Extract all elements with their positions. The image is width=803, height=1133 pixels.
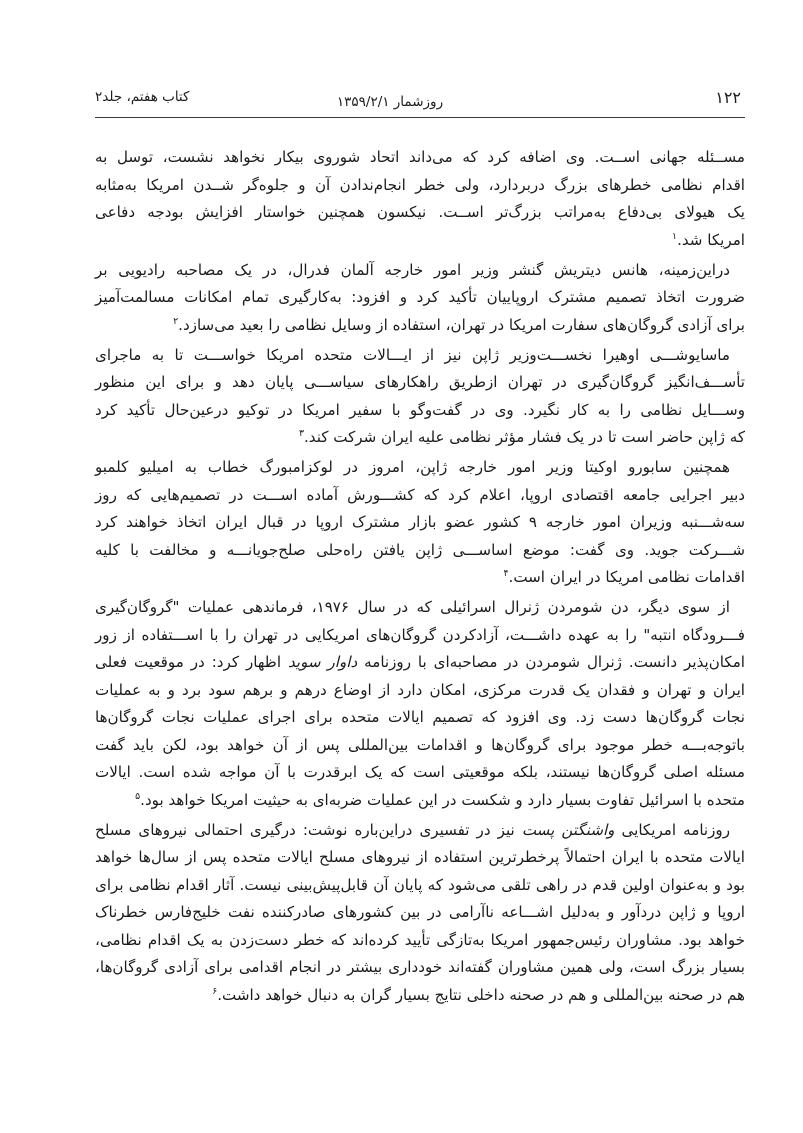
paragraph — [95, 454, 745, 592]
line-text — [95, 876, 745, 894]
text-segment: یک هیولای بی‌دفاع به‌مراتب بزرگ‌تر اســت. نیکسون همچنین خواستار افزایش بودجه دفاعی — [95, 203, 745, 221]
text-segment: باتوجه‌بـــه خطر موجود برای گروگان‌ها و اقدامات بین‌المللی پس از آن خواهد بود، لکن باید گفت — [95, 735, 745, 754]
text-line — [95, 872, 745, 900]
line-text — [95, 736, 745, 754]
emphasized-title: داوار سوید — [287, 653, 358, 671]
text-segment: ماسایوشـــی اوهیرا نخســـت‌وزیر ژاپن نیز از ایـــالات متحده امریکا خواســـت تا به ماجرای — [95, 345, 730, 364]
text-segment: شـــرکت جوید. وی گفت: موضع اساســـی ژاپن یافتن راه‌حلی صلح‌جویانـــه و مخالفت با کلیه — [95, 540, 745, 559]
line-text — [95, 763, 745, 781]
text-line — [95, 732, 745, 760]
text-line — [95, 199, 745, 227]
text-line — [95, 342, 745, 370]
book-volume-label: کتاب هفتم، جلد۲ — [95, 89, 190, 105]
text-line — [95, 424, 745, 452]
line-text — [95, 261, 730, 279]
text-segment: اروپا و ژاپن دردآور و به‌دلیل اشـــاعه ناآرامی در بین کشورهای صادرکننده نفت خلیج‌فارس خطرناک — [95, 903, 745, 921]
line-text — [672, 231, 745, 249]
paragraph — [95, 817, 745, 1010]
text-line — [95, 227, 745, 255]
text-line — [95, 954, 745, 982]
line-text — [95, 903, 745, 921]
text-segment: اقدامات نظامی امریکا در ایران است. — [508, 568, 745, 586]
footnote-marker: ۱ — [672, 230, 678, 242]
text-line — [95, 817, 745, 845]
text-segment: بسیار بزرگ است، ولی همین مشاوران گفته‌اند خودداری بیشتر در انجام اقدامی برای آزادی گروگان‌ها، — [95, 958, 745, 976]
text-line — [95, 649, 745, 677]
text-segment: اقدام نظامی خطرهای بزرگ دربردارد، ولی خطر انجام‌ندادن آن و جلوه‌گر شــدن امریکا به‌مثابه — [95, 175, 745, 194]
line-text — [173, 316, 745, 334]
text-segment: سه‌شـــنبه وزیران امور خارجه ۹ کشور عضو بازار مشترک اروپا در قبال ایران اتخاذ خواهند کرد — [95, 513, 745, 531]
text-line — [95, 172, 745, 200]
paragraph — [95, 342, 745, 452]
text-line — [95, 622, 745, 650]
emphasized-title: واشنگتن پست — [521, 820, 615, 839]
text-line — [95, 144, 745, 172]
line-text — [95, 346, 730, 364]
text-segment: ایالات متحده با ایران احتمالاً پرخطرترین استفاده از نیروهای مسلح ایالات متحده پس از سال‌ها خواهد — [95, 848, 745, 866]
text-line — [95, 844, 745, 872]
line-text — [95, 626, 745, 644]
paragraph — [95, 257, 745, 340]
line-text — [95, 373, 745, 391]
line-text — [95, 513, 745, 531]
line-text — [95, 541, 745, 559]
header-rule — [95, 117, 745, 118]
text-line — [95, 257, 745, 285]
text-line — [95, 677, 745, 705]
text-line — [95, 594, 745, 622]
footnote-marker: ۴ — [503, 567, 509, 579]
text-line — [95, 759, 745, 787]
footnote-marker: ۲ — [173, 315, 179, 327]
text-segment: از سوی دیگر، دن شومردن ژنرال اسرائیلی که در سال ۱۹۷۶، فرماندهی عملیات "گروگان‌گیری — [95, 598, 730, 616]
line-text — [95, 401, 745, 419]
text-line — [95, 899, 745, 927]
footnote-marker: ۶ — [212, 985, 218, 997]
text-segment: تأســـف‌انگیز گروگان‌گیری در تهران ازطریق راهکارهای سیاســـی پایان دهد و برای این منظور — [95, 373, 745, 391]
paragraph — [95, 144, 745, 254]
text-line — [95, 397, 745, 425]
text-segment: دبیر اجرایی جامعه اقتصادی اروپا، اعلام کرد که کشـــورش آماده اســـت در تصمیم‌هایی که روز — [95, 485, 745, 504]
line-text — [95, 458, 730, 476]
line-text — [95, 681, 745, 699]
line-text — [95, 598, 730, 616]
line-text — [95, 931, 745, 949]
text-segment: همچنین سابورو اوکیتا وزیر امور خارجه ژاپن، امروز در لوکزامبورگ خطاب به امیلیو کلمبو — [95, 458, 730, 476]
text-line — [95, 369, 745, 397]
text-segment: ضرورت اتخاذ تصمیم مشترک اروپاییان تأکید کرد و افزود: به‌کارگیری تمام امکانات مسالمت‌آمیز — [95, 288, 745, 306]
text-segment: دراین‌زمینه، هانس دیتریش گنشر وزیر امور خارجه آلمان فدرال، در یک مصاحبه رادیویی بر — [95, 260, 730, 279]
text-segment: هم در صحنه بین‌المللی و هم در صحنه داخلی نتایج بسیار گران به دنبال خواهد داشت. — [217, 985, 745, 1004]
text-line — [95, 482, 745, 510]
text-segment: متحده با اسرائیل تفاوت بسیار دارد و شکست در این عملیات ضربه‌ای به حیثیت امریکا خواهد بود. — [140, 790, 745, 809]
text-segment: امریکا شد. — [677, 230, 745, 249]
footnote-marker: ۳ — [298, 427, 304, 439]
text-segment: خواهد بود. مشاوران رئیس‌جمهور امریکا به‌تازگی تأیید کرده‌اند که خطر دست‌زدن به یک اقدام نظامی، — [95, 930, 745, 949]
footnote-marker: ۵ — [135, 790, 141, 802]
line-text — [95, 176, 745, 194]
line-text — [95, 288, 745, 306]
page-number: ۱۲۲ — [715, 88, 741, 107]
line-text — [95, 653, 745, 671]
text-line — [95, 454, 745, 482]
text-line — [95, 284, 745, 312]
line-text — [95, 708, 745, 726]
line-text — [135, 791, 745, 809]
text-segment: بود و به‌عنوان اولین قدم در راهی تلقی می‌شود که پایان آن قابل‌پیش‌بینی نیست. آثار اقدام نظامی برای — [95, 875, 745, 894]
text-segment: نجات گروگان‌ها دست زد. وی افزود که تصمیم ایالات متحده برای اجرای عملیات نجات گروگان‌ها — [95, 708, 745, 726]
line-text — [95, 203, 745, 221]
text-line — [95, 564, 745, 592]
text-line — [95, 787, 745, 815]
paragraph — [95, 594, 745, 814]
text-segment: مسئله اصلی گروگان‌ها نیستند، بلکه موقعیتی است که یک ابرقدرت با آن مواجه شده است. ایالات — [95, 763, 745, 781]
line-text — [299, 428, 745, 446]
text-segment: فـــرودگاه انتبه" را به عهده داشـــت، آزادکردن گروگان‌های امریکایی در تهران را با اســـتفاده از زور — [95, 625, 745, 644]
line-text — [504, 568, 746, 586]
text-segment: ایران و تهران و فقدان یک قدرت مرکزی، امکان دارد از اوضاع درهم و برهم سود برد و به عملیات — [95, 680, 745, 699]
text-segment: اظهار کرد: در موقعیت فعلی — [95, 653, 288, 671]
text-line — [95, 927, 745, 955]
text-segment: برای آزادی گروگان‌های سفارت امریکا در تهران، استفاده از وسایل نظامی را بعید می‌سازد. — [178, 315, 745, 334]
text-segment: روزنامه امریکایی — [614, 820, 730, 839]
line-text — [95, 821, 730, 839]
text-segment: امکان‌پذیر دانست. ژنرال شومردن در مصاحبه‌ای با روزنامه — [357, 653, 745, 671]
text-line — [95, 704, 745, 732]
running-date-header: روزشمار ۱۳۵۹/۲/۱ — [336, 94, 444, 110]
line-text — [95, 958, 745, 976]
line-text — [95, 848, 745, 866]
text-segment: نیز در تفسیری دراین‌باره نوشت: درگیری احتمالی نیروهای مسلح — [95, 820, 522, 839]
text-line — [95, 982, 745, 1010]
text-segment: که ژاپن حاضر است تا در یک فشار مؤثر نظامی علیه ایران شرکت کند. — [304, 428, 745, 446]
line-text — [95, 148, 745, 166]
text-line — [95, 509, 745, 537]
text-segment: مســئله جهانی اســت. وی اضافه کرد که می‌داند اتحاد شوروی بیکار نخواهد نشست، توسل به — [95, 148, 745, 166]
body-text — [95, 144, 745, 1009]
line-text — [95, 486, 745, 504]
text-segment: وســـایل نظامی را به کار نگیرد. وی در گفت‌وگو با سفیر امریکا در توکیو درعین‌حال تأکید کرد — [95, 400, 745, 419]
line-text — [212, 986, 745, 1004]
text-line — [95, 312, 745, 340]
text-line — [95, 537, 745, 565]
